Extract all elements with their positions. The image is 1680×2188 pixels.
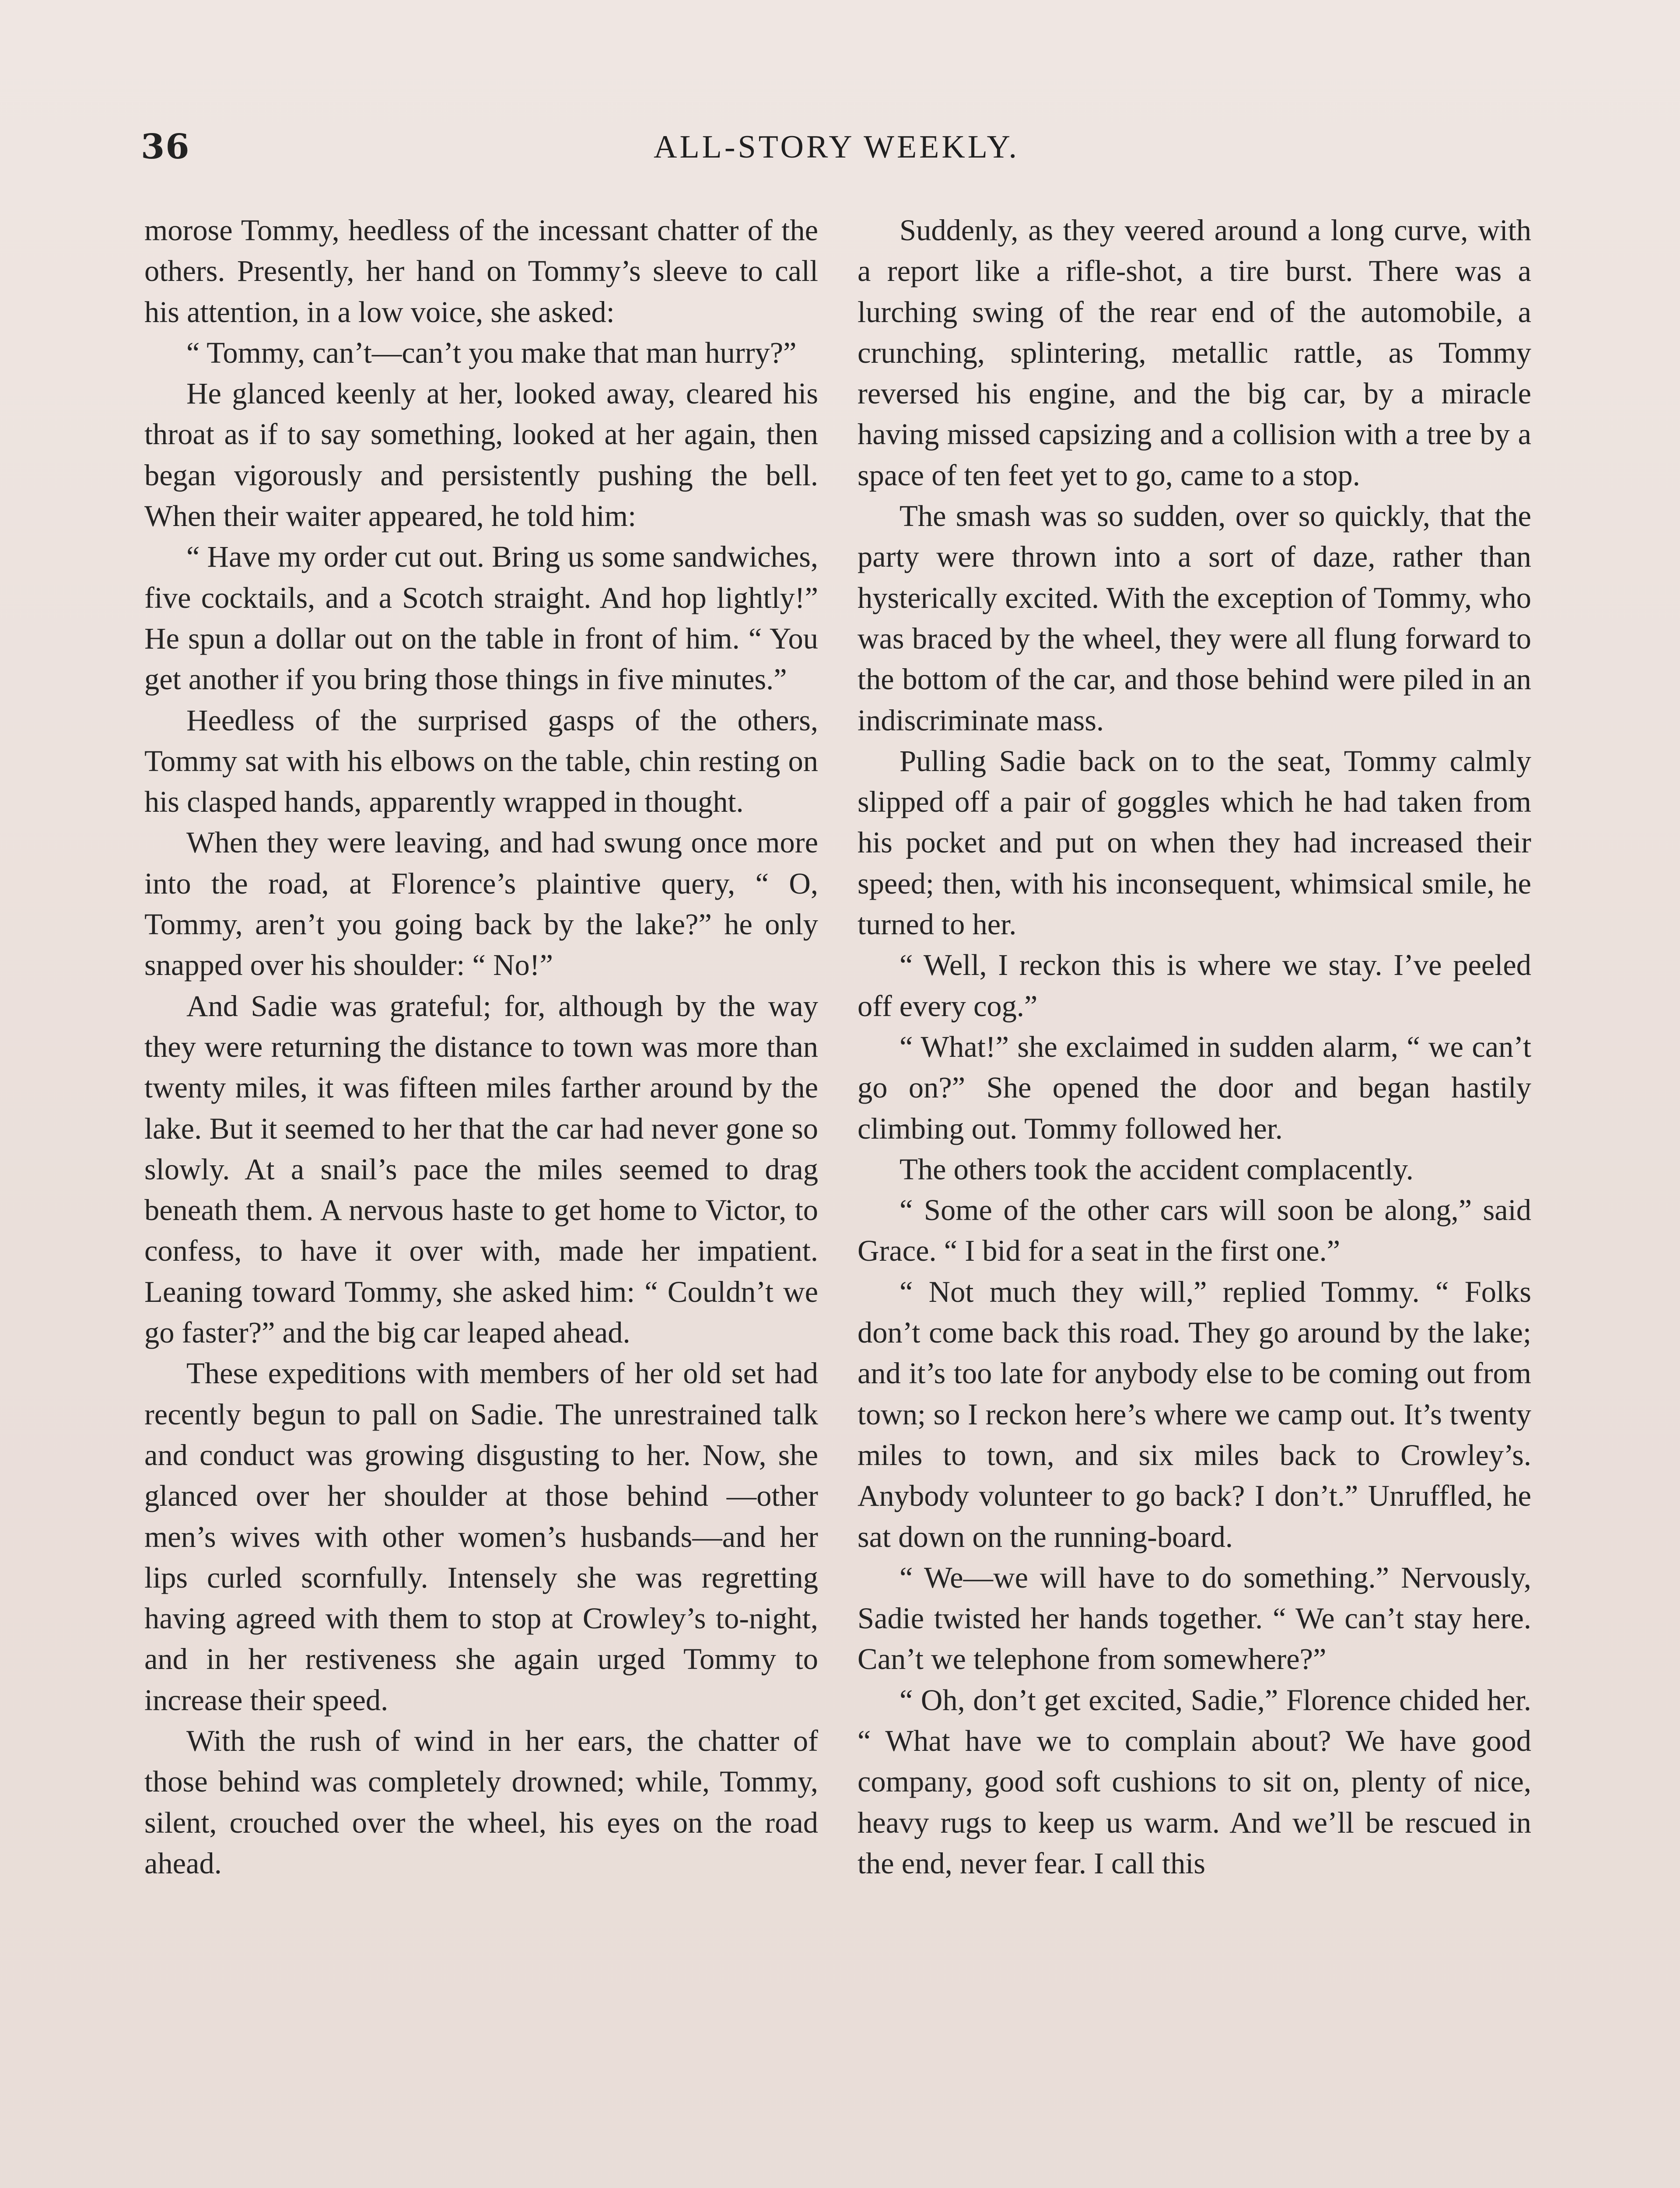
paragraph: With the rush of wind in her ears, the chatter of those behind was completely drowned; while, Tommy, silent, crouched over the wheel, his eyes on the road ahead. xyxy=(144,1724,818,1880)
paragraph: “ Not much they will,” replied Tommy. “ Folks don’t come back this road. They go around by the lake; and it’s too late for anybody else to be coming out from town; so I reckon here’s where we camp out. It’s twenty miles to town, and six miles back to Crowley’s. Anybody volunteer to go back? I don’t.” Unruffled, he sat down on the running-board. xyxy=(858,1275,1531,1553)
paragraph: “ Well, I reckon this is where we stay. I’ve peeled off every cog.” xyxy=(858,948,1531,1023)
paragraph: “ Some of the other cars will soon be along,” said Grace. “ I bid for a seat in the first one.” xyxy=(858,1193,1531,1268)
paragraph: “ Tommy, can’t—can’t you make that man hurry?” xyxy=(186,336,797,369)
paragraph: Pulling Sadie back on to the seat, Tommy calmly slipped off a pair of goggles which he had taken from his pocket and put on when they had increased their speed; then, with his inconsequent, whimsical smile, he turned to her. xyxy=(858,744,1531,941)
paragraph: He glanced keenly at her, looked away, cleared his throat as if to say something, looked at her again, then began vigorously and persistently pushing the bell. When their waiter appeared, he told him: xyxy=(144,377,818,533)
paragraph: The others took the accident complacently. xyxy=(900,1152,1414,1186)
paragraph: When they were leaving, and had swung once more into the road, at Florence’s plaintive query, “ O, Tommy, aren’t you going back by the lake?” he only snapped over his shoulder: “ No!” xyxy=(144,826,818,982)
page-header xyxy=(141,127,1532,184)
paragraph: “ We—we will have to do something.” Nervously, Sadie twisted her hands together. “ We can’t stay here. Can’t we telephone from somewhere?” xyxy=(858,1560,1531,1676)
right-column xyxy=(858,210,1531,1884)
paragraph: Suddenly, as they veered around a long curve, with a report like a rifle-shot, a tire burst. There was a lurching swing of the rear end of the automobile, a crunching, splintering, metallic rattle, as Tommy reversed his engine, and the big car, by a miracle having missed capsizing and a collision with a tree by a space of ten feet yet to go, came to a stop. xyxy=(858,214,1531,492)
page-number: 36 xyxy=(141,127,190,167)
paragraph: morose Tommy, heedless of the incessant chatter of the others. Presently, her hand on Tommy’s sleeve to call his attention, in a low voice, she asked: xyxy=(144,214,818,329)
paragraph: Heedless of the surprised gasps of the others, Tommy sat with his elbows on the table, chin resting on his clasped hands, apparently wrapped in thought. xyxy=(144,703,818,819)
paragraph: The smash was so sudden, over so quickly, that the party were thrown into a sort of daze, rather than hysterically excited. With the exception of Tommy, who was braced by the wheel, they were all flung forward to the bottom of the car, and those behind were piled in an indiscriminate mass. xyxy=(858,499,1531,737)
left-column xyxy=(144,210,818,1884)
paragraph: These expeditions with members of her old set had recently begun to pall on Sadie. The unrestrained talk and conduct was growing disgusting to her. Now, she glanced over her shoulder at those behind —other men’s wives with other women’s husbands—and her lips curled scornfully. Intensely she was regretting having agreed with them to stop at Crowley’s to-night, and in her restiveness she again urged Tommy to increase their speed. xyxy=(144,1357,818,1717)
paragraph: “ What!” she exclaimed in sudden alarm, “ we can’t go on?” She opened the door and began hastily climbing out. Tommy followed her. xyxy=(858,1030,1531,1145)
running-head: ALL-STORY WEEKLY. xyxy=(654,129,1019,165)
paragraph: “ Oh, don’t get excited, Sadie,” Florence chided her. “ What have we to complain about? We have good company, good soft cushions to sit on, plenty of nice, heavy rugs to keep us warm. And we’ll be rescued in the end, never fear. I call this xyxy=(858,1683,1531,1880)
paragraph: “ Have my order cut out. Bring us some sandwiches, five cocktails, and a Scotch straight. And hop lightly!” He spun a dollar out on the table in front of him. “ You get another if you bring those things in five minutes.” xyxy=(144,540,818,696)
paragraph: And Sadie was grateful; for, although by the way they were returning the distance to town was more than twenty miles, it was fifteen miles farther around by the lake. But it seemed to her that the car had never gone so slowly. At a snail’s pace the miles seemed to drag beneath them. A nervous haste to get home to Victor, to confess, to have it over with, made her impatient. Leaning toward Tommy, she asked him: “ Couldn’t we go faster?” and the big car leaped ahead. xyxy=(144,989,818,1350)
